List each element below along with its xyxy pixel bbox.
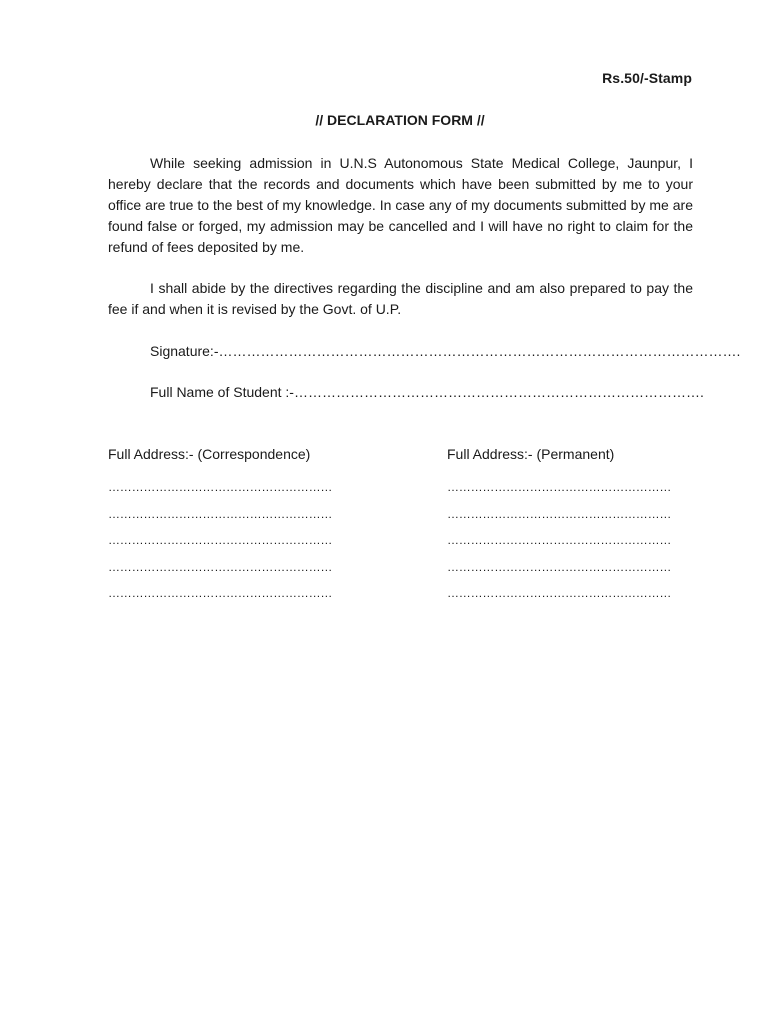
stamp-note: Rs.50/-Stamp bbox=[602, 70, 692, 86]
student-name-field: Full Name of Student :-……………………………………………………………………………. bbox=[150, 384, 704, 400]
address-blank-line: ………………………………………………… bbox=[447, 506, 672, 521]
address-blank-line: ………………………………………………… bbox=[447, 533, 672, 547]
discipline-paragraph: I shall abide by the directives regarding the discipline and am also prepared to pay the fee if and when it is revised by the Govt. of U.P. bbox=[108, 280, 693, 317]
permanent-address-lines bbox=[447, 480, 687, 613]
correspondence-address-block bbox=[108, 444, 348, 613]
address-blank-line: ………………………………………………… bbox=[108, 586, 333, 600]
address-blank-line: ………………………………………………… bbox=[108, 506, 333, 521]
address-blank-line: ………………………………………………… bbox=[447, 559, 672, 574]
declaration-paragraph: While seeking admission in U.N.S Autonomous State Medical College, Jaunpur, I hereby declare that the records and documents which have been submitted by me to your office are true to the best of my knowledge. In case any of my documents submitted by me are found false or forged, my admission may be cancelled and I will have no right to claim for the refund of fees deposited by me. bbox=[108, 155, 693, 255]
address-blank-line: ………………………………………………… bbox=[108, 480, 333, 494]
address-blank-line: ………………………………………………… bbox=[447, 480, 672, 494]
address-blank-line: ………………………………………………… bbox=[108, 533, 333, 547]
permanent-address-label: Full Address:- (Permanent) bbox=[447, 446, 615, 462]
signature-field: Signature:-…………………………………………………………………………………………………. bbox=[150, 343, 741, 359]
correspondence-address-lines bbox=[108, 480, 348, 613]
form-title: // DECLARATION FORM // bbox=[315, 112, 485, 128]
address-blank-line: ………………………………………………… bbox=[108, 559, 333, 574]
permanent-address-block bbox=[447, 444, 687, 613]
address-blank-line: ………………………………………………… bbox=[447, 586, 672, 600]
correspondence-address-label: Full Address:- (Correspondence) bbox=[108, 446, 311, 462]
